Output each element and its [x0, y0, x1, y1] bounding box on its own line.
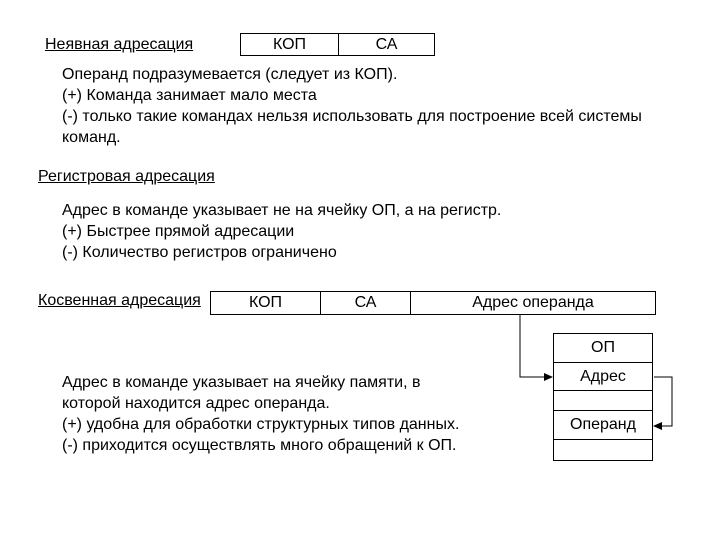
text-line: которой находится адрес операнда. [62, 395, 330, 412]
memory-label-op: ОП [553, 333, 653, 363]
implicit-description [62, 64, 642, 148]
heading-register-addressing: Регистровая адресация [38, 168, 215, 185]
text-line: (+) Быстрее прямой адресации [62, 223, 295, 240]
memory-row-empty [553, 390, 653, 411]
format-cell-sa: СА [320, 291, 411, 315]
heading-indirect-addressing: Косвенная адресация [38, 292, 201, 309]
format-cell-opcode: КОП [210, 291, 321, 315]
register-description [62, 200, 501, 263]
heading-implicit-addressing: Неявная адресация [45, 36, 194, 53]
format-cell-opcode: КОП [240, 33, 339, 56]
text-line: (-) приходится осуществлять много обращений к ОП. [62, 437, 457, 454]
instruction-format-indirect [210, 291, 656, 315]
text-line: Адрес в команде указывает на ячейку памяти, в [62, 374, 421, 391]
indirect-description [62, 372, 459, 456]
text-line: Адрес в команде указывает не на ячейку ОП, а на регистр. [62, 202, 502, 219]
memory-row-empty [553, 439, 653, 461]
memory-diagram [553, 333, 653, 461]
instruction-format-implicit [240, 33, 435, 56]
operand-pointer-line [654, 377, 672, 426]
text-line: (+) Команда занимает мало места [62, 87, 317, 104]
format-cell-operand-address: Адрес операнда [410, 291, 656, 315]
arrow-to-address-icon [544, 373, 553, 381]
text-line: команд. [62, 129, 121, 146]
text-line: (-) только такие командах нельзя использовать для построение всей системы [62, 108, 642, 125]
address-pointer-line [520, 315, 544, 377]
text-line: (+) удобна для обработки структурных типов данных. [62, 416, 460, 433]
arrow-to-operand-icon [653, 422, 662, 430]
format-cell-sa: СА [338, 33, 435, 56]
memory-row-address: Адрес [553, 362, 653, 391]
text-line: Операнд подразумевается (следует из КОП). [62, 66, 398, 83]
memory-row-operand: Операнд [553, 410, 653, 440]
text-line: (-) Количество регистров ограничено [62, 244, 337, 261]
